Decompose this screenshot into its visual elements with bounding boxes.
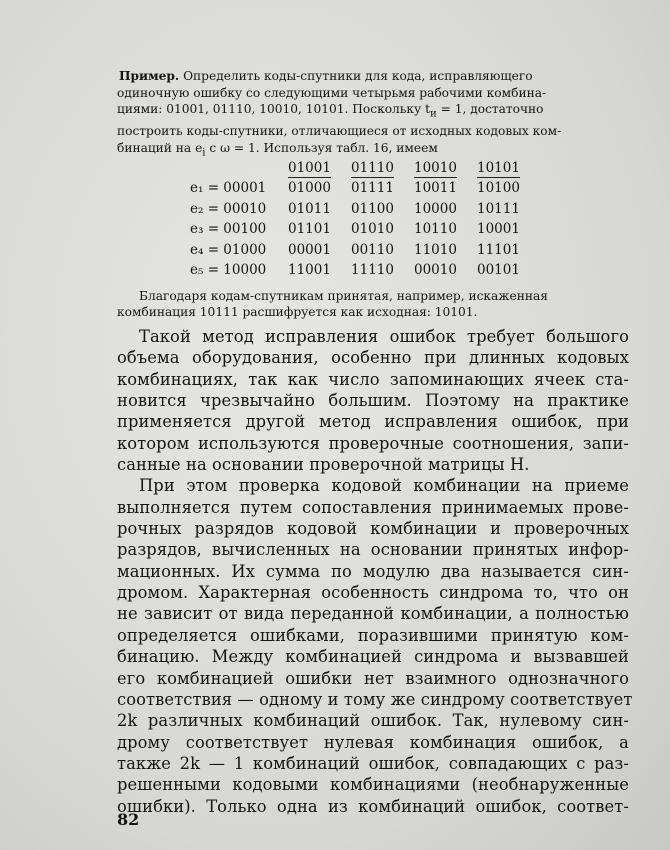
row-label: e₅ = 10000 [190, 262, 267, 279]
text-line: применяется другой метод исправления ошибок, при [117, 412, 629, 432]
example-line-2: одиночную ошибку со следующими четырьмя рабочими комбина- [117, 85, 547, 100]
table-cell: 01101 [288, 221, 331, 238]
table-row [190, 260, 540, 280]
table-cell: 11101 [477, 241, 520, 258]
text-line: также 2k — 1 комбинаций ошибок, совпадающих с раз- [117, 753, 629, 773]
text-line: его комбинацией ошибки нет взаимного однозначного [117, 668, 629, 688]
table-cell: 01011 [288, 200, 331, 217]
table-cell: 01000 [288, 180, 331, 197]
text-line: решенными кодовыми комбинациями (необнаруженные [117, 775, 629, 795]
table-row [190, 240, 540, 260]
table-cell: 10000 [414, 200, 457, 217]
text-line: рочных разрядов кодовой комбинации и проверочных [117, 519, 629, 539]
table-header: 10101 [477, 160, 520, 176]
table-cell: 11001 [288, 262, 331, 279]
table-header: 01110 [351, 160, 394, 176]
table-cell: 01100 [351, 200, 394, 217]
table-cell: 11010 [414, 241, 457, 258]
table-cell: 00001 [288, 241, 331, 258]
table-cell: 10100 [477, 180, 520, 197]
t-rest: = 1, достаточно [436, 102, 544, 117]
main-text [117, 326, 633, 817]
text-line: дромом. Характерная особенность синдрома то, что он [117, 583, 629, 603]
satellite-code-table [190, 158, 540, 280]
text-line: 2k различных комбинаций ошибок. Так, нулевому син- [117, 711, 629, 731]
table-cell: 10011 [414, 180, 457, 197]
text-line: Такой метод исправления ошибок требует большого [139, 327, 629, 346]
table-cell: 01010 [351, 221, 394, 238]
table-cell: 00110 [351, 241, 394, 258]
text-line: котором используются проверочные соотношения, запи- [117, 433, 629, 453]
table-row [190, 219, 540, 239]
text-line: разрядов, вычисленных на основании принятых инфор- [117, 540, 629, 560]
table-cell: 01111 [351, 180, 394, 197]
note-line-2: комбинация 10111 расшифруется как исходная: 10101. [117, 305, 478, 319]
table-row [190, 178, 540, 198]
row-label: e₁ = 00001 [190, 180, 267, 197]
text-line: соответствия — одному и тому же синдрому соответствует [117, 689, 633, 709]
table-cell: 10111 [477, 200, 520, 217]
table-cell: 00010 [414, 262, 457, 279]
table-cell: 10001 [477, 221, 520, 238]
text-line: При этом проверка кодовой комбинации на приеме [139, 476, 629, 496]
example-block [117, 68, 627, 162]
e-rest: с ω = 1. [205, 140, 260, 155]
table-cell: 00101 [477, 262, 520, 279]
example-line-5: бинаций на e [117, 140, 203, 155]
text-line: новится чрезвычайно большим. Поэтому на практике [117, 391, 629, 411]
text-line: объема оборудования, особенно при длинных кодовых [117, 348, 629, 368]
example-line-1: Определить коды-спутники для кода, исправляющего [183, 69, 533, 83]
table-cell: 11110 [351, 262, 394, 279]
page-number: 82 [117, 810, 140, 829]
table-header: 01001 [288, 160, 331, 176]
table-cell: 10110 [414, 221, 457, 238]
example-line-4: построить коды-спутники, отличающиеся от исходных кодовых ком- [117, 124, 562, 139]
text-line: бинацию. Между комбинацией синдрома и вызвавшей [117, 647, 629, 667]
note-block [117, 288, 627, 320]
row-label: e₂ = 00010 [190, 200, 267, 217]
t-subscript: и [430, 108, 437, 120]
example-line-6: Используя табл. 16, имеем [263, 140, 438, 155]
row-label: e₃ = 00100 [190, 221, 267, 238]
table-row [190, 199, 540, 219]
paragraph-2 [117, 475, 633, 817]
table-header-row [190, 158, 540, 178]
text-line: комбинациях, так как число запоминающих ячеек ста- [117, 369, 629, 389]
e-subscript: i [202, 147, 206, 159]
note-line-1: Благодаря кодам-спутникам принятая, например, искаженная [139, 289, 548, 303]
text-line: дрому соответствует нулевая комбинация ошибок, а [117, 732, 629, 752]
table-header: 10010 [414, 160, 457, 176]
example-label: Пример. [119, 69, 180, 83]
text-line: мационных. Их сумма по модулю два называется син- [117, 561, 629, 581]
text-line: санные на основании проверочной матрицы H. [117, 455, 530, 475]
text-line: не зависит от вида переданной комбинации, а полностью [117, 604, 629, 624]
row-label: e₄ = 01000 [190, 241, 267, 258]
text-line: ошибки). Только одна из комбинаций ошибок, соответ- [117, 796, 629, 816]
text-line: определяется ошибками, поразившими принятую ком- [117, 625, 629, 645]
example-line-3: циями: 01001, 01110, 10010, 10101. Поскольку t [117, 102, 430, 117]
text-line: выполняется путем сопоставления принимаемых прове- [117, 497, 629, 517]
paragraph-1 [117, 326, 629, 475]
